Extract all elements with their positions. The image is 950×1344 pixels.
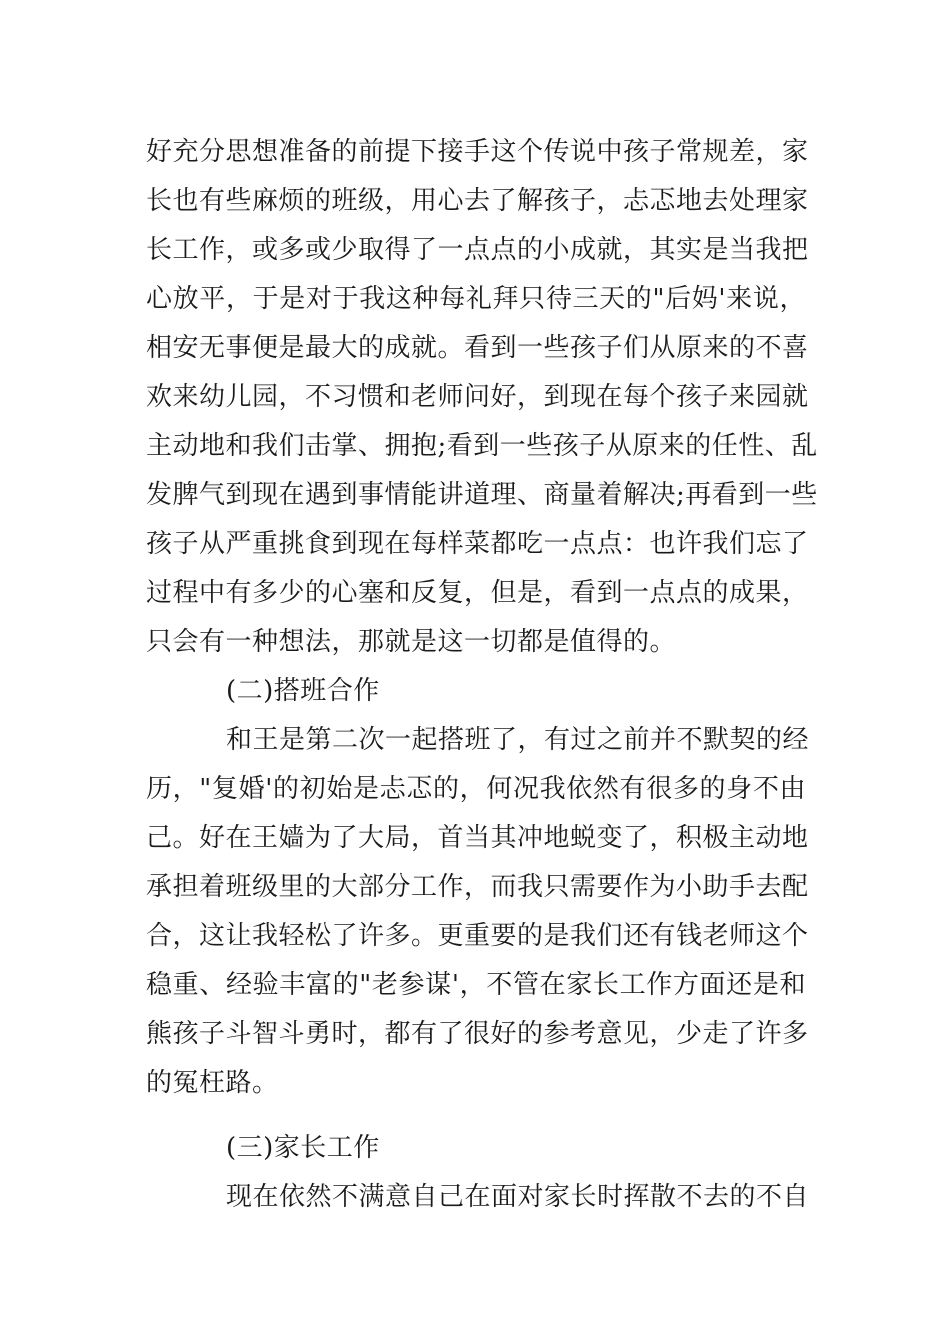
paragraph-line: 长也有些麻烦的班级，用心去了解孩子，忐忑地去处理家 — [146, 186, 809, 216]
paragraph-line: 只会有一种想法，那就是这一切都是值得的。 — [146, 627, 677, 657]
paragraph-line: 熊孩子斗智斗勇时，都有了很好的参考意见，少走了许多 — [146, 1019, 809, 1049]
paragraph-line: 好充分思想准备的前提下接手这个传说中孩子常规差，家 — [146, 137, 809, 167]
paragraph-line: 主动地和我们击掌、拥抱;看到一些孩子从原来的任性、乱 — [146, 431, 818, 461]
paragraph-line: 承担着班级里的大部分工作，而我只需要作为小助手去配 — [146, 872, 809, 902]
paragraph-line: 历，"复婚'的初始是忐忑的，何况我依然有很多的身不由 — [146, 774, 806, 804]
paragraph-line: 的冤枉路。 — [146, 1068, 279, 1098]
paragraph-line: 长工作，或多或少取得了一点点的小成就，其实是当我把 — [146, 235, 809, 265]
paragraph-line: 相安无事便是最大的成就。看到一些孩子们从原来的不喜 — [146, 333, 809, 363]
section-heading: (三)家长工作 — [226, 1133, 380, 1163]
paragraph-line: 己。好在王嫱为了大局，首当其冲地蜕变了，积极主动地 — [146, 823, 809, 853]
paragraph-line: 现在依然不满意自己在面对家长时挥散不去的不自 — [226, 1182, 810, 1212]
paragraph-line: 心放平，于是对于我这种每礼拜只待三天的"后妈'来说， — [146, 284, 806, 314]
paragraph-line: 孩子从严重挑食到现在每样菜都吃一点点：也许我们忘了 — [146, 529, 809, 559]
paragraph-line: 稳重、经验丰富的"老参谋'，不管在家长工作方面还是和 — [146, 970, 806, 1000]
paragraph-line: 合，这让我轻松了许多。更重要的是我们还有钱老师这个 — [146, 921, 809, 951]
paragraph-line: 过程中有多少的心塞和反复，但是，看到一点点的成果， — [146, 578, 809, 608]
paragraph-line: 欢来幼儿园，不习惯和老师问好，到现在每个孩子来园就 — [146, 382, 809, 412]
paragraph-line: 和王是第二次一起搭班了，有过之前并不默契的经 — [226, 725, 810, 755]
section-heading: (二)搭班合作 — [226, 676, 380, 706]
paragraph-line: 发脾气到现在遇到事情能讲道理、商量着解决;再看到一些 — [146, 480, 818, 510]
